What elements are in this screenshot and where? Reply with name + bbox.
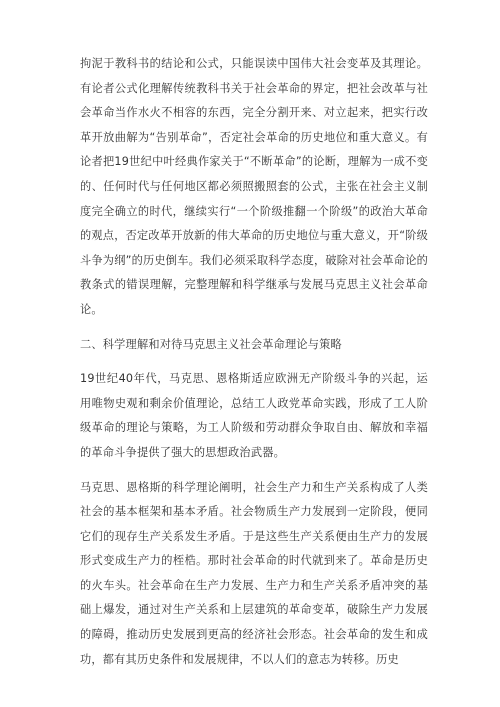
paragraph-gap (80, 466, 428, 476)
paragraph-gap (80, 357, 428, 367)
document-body (80, 52, 428, 672)
paragraph-1: 拘泥于教科书的结论和公式，只能误读中国伟大社会变革及其理论。有论者公式化理解传统教科书关于社会革命的界定，把社会改革与社会革命当作水火不相容的东西，完全分割开来、对立起来，把实行改革开放曲解为“告别革命”，否定社会革命的历史地位和重大意义。有论者把19世纪中叶经典作家关于“不断革命”的论断，理解为一成不变的、任何时代与任何地区都必须照搬照套的公式，主张在社会主义制度完全确立的时代，继续实行“一个阶级推翻一个阶级”的政治大革命的观点，否定改革开放新的伟大革命的历史地位与重大意义，开“阶级斗争为纲”的历史倒车。我们必须采取科学态度，破除对社会革命论的教条式的错误理解，完整理解和科学继承与发展马克思主义社会革命论。 (80, 57, 428, 316)
section-heading-2: 二、科学理解和对待马克思主义社会革命理论与策略 (80, 337, 342, 351)
paragraph-2: 19世纪40年代，马克思、恩格斯适应欧洲无产阶级斗争的兴起，运用唯物史观和剩余价值理论，总结工人政党革命实践，形成了工人阶级革命的理论与策略，为工人阶级和劳动群众争取自由、解放和幸福的革命斗争提供了强大的思想政治武器。 (80, 372, 428, 459)
paragraph-3: 马克思、恩格斯的科学理论阐明，社会生产力和生产关系构成了人类社会的基本框架和基本矛盾。社会物质生产力发展到一定阶段，便同它们的现存生产关系发生矛盾。于是这些生产关系便由生产力的发展形式变成生产力的桎梏。那时社会革命的时代就到来了。革命是历史的火车头。社会革命在生产力发展、生产力和生产关系矛盾冲突的基础上爆发，通过对生产关系和上层建筑的革命变革，破除生产力发展的障碍，推动历史发展到更高的经济社会形态。社会革命的发生和成功，都有其历史条件和发展规律，不以人们的意志为转移。历史 (80, 480, 428, 666)
paragraph-gap (80, 323, 428, 333)
